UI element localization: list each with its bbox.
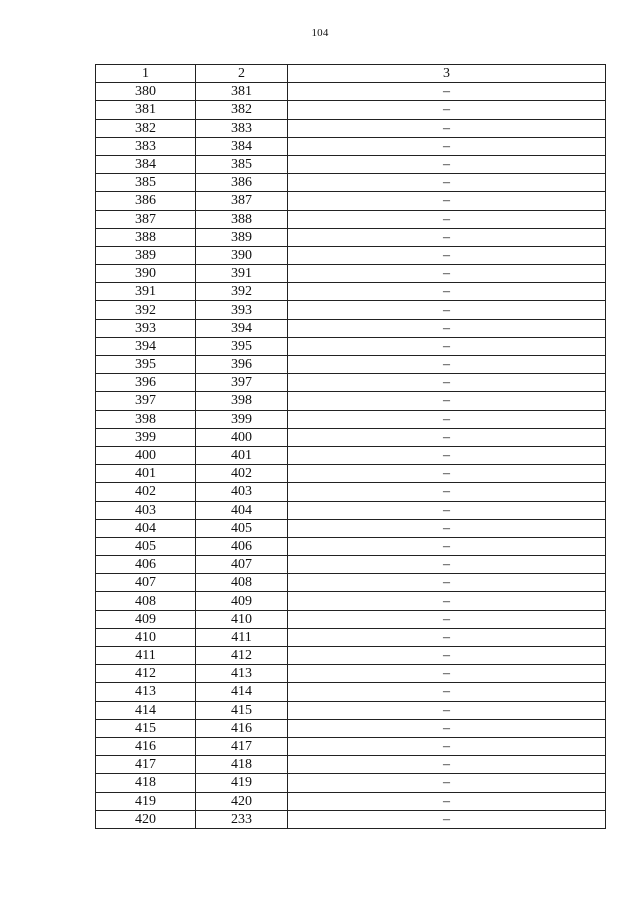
- table-cell-col-1: 394: [96, 337, 196, 355]
- table-row: [96, 756, 606, 774]
- table-row: [96, 246, 606, 264]
- table-row: [96, 356, 606, 374]
- table-cell-col-1: 390: [96, 265, 196, 283]
- table-cell-col-1: 416: [96, 737, 196, 755]
- table-cell-col-3: –: [288, 374, 606, 392]
- table-row: [96, 210, 606, 228]
- table-cell-col-3: –: [288, 556, 606, 574]
- table-cell-col-1: 417: [96, 756, 196, 774]
- table-cell-col-2: 390: [196, 246, 288, 264]
- table-cell-col-3: –: [288, 119, 606, 137]
- table-row: [96, 737, 606, 755]
- table-row: [96, 119, 606, 137]
- table-cell-col-3: –: [288, 283, 606, 301]
- column-header-1: 1: [96, 65, 196, 83]
- table-cell-col-2: 406: [196, 537, 288, 555]
- table-cell-col-1: 387: [96, 210, 196, 228]
- table-row: [96, 774, 606, 792]
- table-cell-col-2: 394: [196, 319, 288, 337]
- data-table: [95, 64, 606, 829]
- table-cell-col-3: –: [288, 246, 606, 264]
- table-cell-col-3: –: [288, 701, 606, 719]
- table-row: [96, 319, 606, 337]
- table-cell-col-1: 385: [96, 174, 196, 192]
- table-cell-col-2: 404: [196, 501, 288, 519]
- table-cell-col-2: 418: [196, 756, 288, 774]
- table-cell-col-3: –: [288, 628, 606, 646]
- table-row: [96, 810, 606, 828]
- table-cell-col-1: 405: [96, 537, 196, 555]
- table-cell-col-3: –: [288, 192, 606, 210]
- table-cell-col-2: 413: [196, 665, 288, 683]
- table-row: [96, 337, 606, 355]
- table-cell-col-2: 383: [196, 119, 288, 137]
- table-row: [96, 192, 606, 210]
- table-cell-col-3: –: [288, 665, 606, 683]
- table-cell-col-2: 410: [196, 610, 288, 628]
- table-cell-col-2: 384: [196, 137, 288, 155]
- table-row: [96, 647, 606, 665]
- table-cell-col-3: –: [288, 592, 606, 610]
- table-cell-col-1: 409: [96, 610, 196, 628]
- table-cell-col-1: 384: [96, 155, 196, 173]
- table-cell-col-2: 386: [196, 174, 288, 192]
- table-cell-col-2: 382: [196, 101, 288, 119]
- table-row: [96, 610, 606, 628]
- table-cell-col-3: –: [288, 647, 606, 665]
- table-cell-col-2: 419: [196, 774, 288, 792]
- table-cell-col-2: 399: [196, 410, 288, 428]
- table-cell-col-1: 403: [96, 501, 196, 519]
- table-cell-col-1: 406: [96, 556, 196, 574]
- table-cell-col-1: 398: [96, 410, 196, 428]
- table-cell-col-1: 413: [96, 683, 196, 701]
- table-cell-col-2: 398: [196, 392, 288, 410]
- table-cell-col-3: –: [288, 137, 606, 155]
- table-row: [96, 410, 606, 428]
- table-cell-col-1: 404: [96, 519, 196, 537]
- table-cell-col-1: 386: [96, 192, 196, 210]
- table-cell-col-1: 407: [96, 574, 196, 592]
- table-row: [96, 392, 606, 410]
- table-row: [96, 556, 606, 574]
- table-cell-col-3: –: [288, 101, 606, 119]
- table-cell-col-1: 410: [96, 628, 196, 646]
- table-cell-col-2: 392: [196, 283, 288, 301]
- table-cell-col-2: 415: [196, 701, 288, 719]
- table-cell-col-2: 388: [196, 210, 288, 228]
- table-cell-col-2: 402: [196, 465, 288, 483]
- table-cell-col-1: 383: [96, 137, 196, 155]
- table-cell-col-3: –: [288, 428, 606, 446]
- table-cell-col-2: 395: [196, 337, 288, 355]
- table-cell-col-3: –: [288, 392, 606, 410]
- table-row: [96, 174, 606, 192]
- table-cell-col-1: 414: [96, 701, 196, 719]
- table-cell-col-2: 397: [196, 374, 288, 392]
- table-cell-col-1: 380: [96, 83, 196, 101]
- table-cell-col-1: 408: [96, 592, 196, 610]
- table-cell-col-3: –: [288, 519, 606, 537]
- table-cell-col-1: 395: [96, 356, 196, 374]
- table-cell-col-3: –: [288, 537, 606, 555]
- header-row: [96, 65, 606, 83]
- table-row: [96, 137, 606, 155]
- table-cell-col-3: –: [288, 792, 606, 810]
- table-cell-col-3: –: [288, 683, 606, 701]
- table-cell-col-1: 412: [96, 665, 196, 683]
- table-cell-col-3: –: [288, 574, 606, 592]
- table-cell-col-1: 411: [96, 647, 196, 665]
- table-cell-col-1: 397: [96, 392, 196, 410]
- table-cell-col-2: 396: [196, 356, 288, 374]
- table-cell-col-2: 401: [196, 446, 288, 464]
- table-cell-col-3: –: [288, 301, 606, 319]
- table-row: [96, 483, 606, 501]
- table-cell-col-1: 419: [96, 792, 196, 810]
- table-cell-col-2: 420: [196, 792, 288, 810]
- table-cell-col-1: 392: [96, 301, 196, 319]
- table-cell-col-2: 403: [196, 483, 288, 501]
- table-cell-col-1: 381: [96, 101, 196, 119]
- table-row: [96, 665, 606, 683]
- table-row: [96, 592, 606, 610]
- table-cell-col-1: 400: [96, 446, 196, 464]
- table-row: [96, 792, 606, 810]
- table-row: [96, 374, 606, 392]
- table-cell-col-2: 414: [196, 683, 288, 701]
- table-cell-col-1: 396: [96, 374, 196, 392]
- table-cell-col-3: –: [288, 483, 606, 501]
- table-row: [96, 683, 606, 701]
- table-row: [96, 519, 606, 537]
- table-row: [96, 283, 606, 301]
- table-row: [96, 701, 606, 719]
- table-row: [96, 574, 606, 592]
- table-row: [96, 228, 606, 246]
- table-cell-col-1: 420: [96, 810, 196, 828]
- table-cell-col-2: 405: [196, 519, 288, 537]
- table-cell-col-3: –: [288, 465, 606, 483]
- table-row: [96, 501, 606, 519]
- table-cell-col-1: 382: [96, 119, 196, 137]
- table-cell-col-3: –: [288, 610, 606, 628]
- table-row: [96, 265, 606, 283]
- table-cell-col-2: 411: [196, 628, 288, 646]
- table-cell-col-2: 412: [196, 647, 288, 665]
- table-cell-col-3: –: [288, 810, 606, 828]
- table-row: [96, 719, 606, 737]
- table-cell-col-3: –: [288, 265, 606, 283]
- table-cell-col-3: –: [288, 174, 606, 192]
- table-row: [96, 537, 606, 555]
- table-cell-col-3: –: [288, 719, 606, 737]
- table-row: [96, 101, 606, 119]
- table-cell-col-2: 416: [196, 719, 288, 737]
- table-cell-col-1: 393: [96, 319, 196, 337]
- table-row: [96, 628, 606, 646]
- table-cell-col-1: 401: [96, 465, 196, 483]
- table-cell-col-2: 385: [196, 155, 288, 173]
- table-cell-col-3: –: [288, 410, 606, 428]
- table-cell-col-3: –: [288, 501, 606, 519]
- table-cell-col-2: 417: [196, 737, 288, 755]
- table-cell-col-1: 389: [96, 246, 196, 264]
- table-cell-col-2: 391: [196, 265, 288, 283]
- table-cell-col-3: –: [288, 774, 606, 792]
- column-header-3: 3: [288, 65, 606, 83]
- table-row: [96, 465, 606, 483]
- table-cell-col-3: –: [288, 356, 606, 374]
- table-header: [96, 65, 606, 83]
- table-cell-col-3: –: [288, 83, 606, 101]
- table-cell-col-1: 418: [96, 774, 196, 792]
- table-row: [96, 155, 606, 173]
- table-cell-col-2: 407: [196, 556, 288, 574]
- table-cell-col-1: 388: [96, 228, 196, 246]
- page-number: 104: [311, 27, 329, 39]
- column-header-2: 2: [196, 65, 288, 83]
- table-cell-col-1: 402: [96, 483, 196, 501]
- table-row: [96, 428, 606, 446]
- table-cell-col-3: –: [288, 155, 606, 173]
- table-cell-col-3: –: [288, 210, 606, 228]
- table-cell-col-3: –: [288, 319, 606, 337]
- table-cell-col-1: 391: [96, 283, 196, 301]
- table-row: [96, 301, 606, 319]
- table-cell-col-2: 400: [196, 428, 288, 446]
- table-cell-col-3: –: [288, 228, 606, 246]
- table-cell-col-3: –: [288, 756, 606, 774]
- table-cell-col-1: 399: [96, 428, 196, 446]
- table-cell-col-2: 409: [196, 592, 288, 610]
- table-cell-col-2: 381: [196, 83, 288, 101]
- table-cell-col-3: –: [288, 737, 606, 755]
- table-cell-col-2: 233: [196, 810, 288, 828]
- table-body: [96, 83, 606, 829]
- table-cell-col-2: 389: [196, 228, 288, 246]
- table-cell-col-1: 415: [96, 719, 196, 737]
- table-cell-col-3: –: [288, 337, 606, 355]
- table-cell-col-2: 387: [196, 192, 288, 210]
- table-cell-col-2: 393: [196, 301, 288, 319]
- table-cell-col-2: 408: [196, 574, 288, 592]
- table-row: [96, 83, 606, 101]
- table-row: [96, 446, 606, 464]
- table-cell-col-3: –: [288, 446, 606, 464]
